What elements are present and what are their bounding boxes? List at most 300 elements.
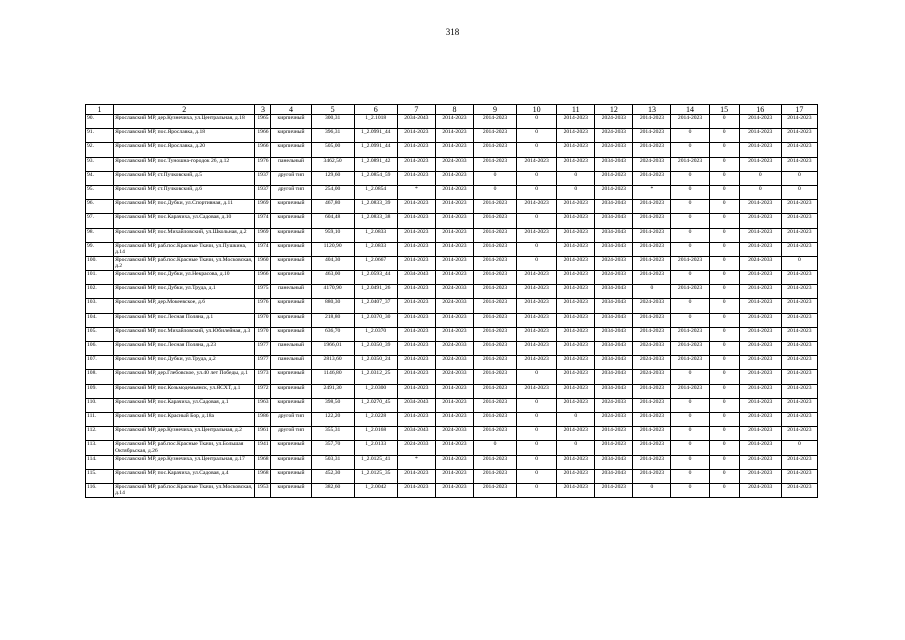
table-cell: кирпичный <box>271 299 311 313</box>
table-cell: 2024-2033 <box>435 427 473 441</box>
table-cell: 2014-2023 <box>595 483 633 497</box>
table-row <box>86 412 818 426</box>
table-cell: 2014-2023 <box>781 214 817 228</box>
table-row <box>86 483 818 497</box>
table-row <box>86 342 818 356</box>
table-cell: 2034-2043 <box>595 327 633 341</box>
table-cell: 95. <box>86 185 114 199</box>
table-cell: 2014-2023 <box>557 157 595 171</box>
table-cell: 2014-2023 <box>557 370 595 384</box>
table-cell: 2014-2023 <box>397 171 435 185</box>
table-row <box>86 214 818 228</box>
table-row <box>86 171 818 185</box>
table-cell: 2014-2023 <box>671 256 709 270</box>
table-cell: 2014-2023 <box>739 214 781 228</box>
table-cell: 2014-2023 <box>633 228 671 242</box>
table-cell: 1_2.0854 <box>354 185 397 199</box>
table-cell: 0 <box>517 214 557 228</box>
table-cell: 1146,80 <box>311 370 354 384</box>
table-cell: кирпичный <box>271 455 311 469</box>
column-header-2: 2 <box>114 105 255 115</box>
table-cell: 2014-2023 <box>633 313 671 327</box>
table-cell: другой тип <box>271 412 311 426</box>
table-cell: 0 <box>709 455 739 469</box>
table-cell: 0 <box>557 185 595 199</box>
table-cell: 97. <box>86 214 114 228</box>
table-cell: 2014-2023 <box>633 427 671 441</box>
table-cell: 2014-2023 <box>781 455 817 469</box>
table-cell: 2014-2023 <box>633 171 671 185</box>
table-cell: Ярославский МР, пос.Козьмодемьянск, ул.ЯСХТ, д.1 <box>114 384 255 398</box>
page-number: 318 <box>445 27 460 37</box>
table-cell: 2014-2023 <box>557 327 595 341</box>
table-cell: 0 <box>709 370 739 384</box>
table-cell: 0 <box>709 398 739 412</box>
table-cell: кирпичный <box>271 200 311 214</box>
table-cell: 2014-2023 <box>739 285 781 299</box>
table-cell: 2024-2033 <box>595 115 633 129</box>
table-cell: 2014-2023 <box>739 143 781 157</box>
table-cell: 1_2.0854_59 <box>354 171 397 185</box>
table-cell: 2034-2043 <box>595 157 633 171</box>
table-cell: 122,20 <box>311 412 354 426</box>
table-cell: 2014-2023 <box>739 427 781 441</box>
table-cell: 1_2.0370 <box>354 327 397 341</box>
table-cell: 2014-2023 <box>435 384 473 398</box>
table-cell: 2014-2023 <box>435 313 473 327</box>
table-row <box>86 256 818 270</box>
table-row <box>86 356 818 370</box>
table-cell: 300,31 <box>311 115 354 129</box>
table-cell: 0 <box>709 313 739 327</box>
table-cell: 1973 <box>255 370 271 384</box>
table-cell: 0 <box>473 171 516 185</box>
table-row <box>86 313 818 327</box>
table-cell: 0 <box>671 200 709 214</box>
table-cell: 2014-2023 <box>739 129 781 143</box>
table-cell: 2014-2023 <box>473 483 516 497</box>
table-cell: Ярославский МР, пос.Михайловский, ул.Школьная, д.2 <box>114 228 255 242</box>
table-cell: 2014-2023 <box>435 256 473 270</box>
table-cell: 2014-2023 <box>397 157 435 171</box>
table-cell: 2014-2023 <box>473 143 516 157</box>
table-cell: 2014-2023 <box>739 398 781 412</box>
table-cell: 92. <box>86 143 114 157</box>
table-cell: 2034-2043 <box>595 356 633 370</box>
table-cell: 99. <box>86 242 114 256</box>
table-cell: 0 <box>517 185 557 199</box>
table-cell: Ярославский МР, пос.Туношна-городок 26, д.12 <box>114 157 255 171</box>
table-cell: 396,31 <box>311 129 354 143</box>
table-cell: 2014-2023 <box>739 469 781 483</box>
column-header-10: 10 <box>517 105 557 115</box>
table-cell: 2014-2023 <box>397 129 435 143</box>
table-cell: панельный <box>271 157 311 171</box>
column-header-13: 13 <box>633 105 671 115</box>
table-cell: другой тип <box>271 171 311 185</box>
table-cell: 2014-2023 <box>397 313 435 327</box>
table-cell: Ярославский МР, раб.пос.Красные Ткачи, ул.Большая Октябрьская, д.26 <box>114 441 255 455</box>
table-cell: 2014-2023 <box>435 129 473 143</box>
table-cell: 0 <box>709 427 739 441</box>
table-cell: 2014-2023 <box>517 271 557 285</box>
table-cell: 0 <box>709 384 739 398</box>
housing-table <box>85 104 818 498</box>
table-cell: 0 <box>781 171 817 185</box>
table-cell: 452,30 <box>311 469 354 483</box>
table-cell: 0 <box>709 256 739 270</box>
table-cell: 2014-2023 <box>517 384 557 398</box>
table-cell: 0 <box>709 129 739 143</box>
table-cell: 2014-2023 <box>473 115 516 129</box>
table-cell: 0 <box>739 185 781 199</box>
column-header-15: 15 <box>709 105 739 115</box>
table-cell: 104. <box>86 313 114 327</box>
table-cell: 2014-2023 <box>473 200 516 214</box>
table-cell: 2014-2023 <box>633 384 671 398</box>
table-cell: 0 <box>709 171 739 185</box>
table-cell: 1966 <box>255 143 271 157</box>
table-cell: 1_2.0125_35 <box>354 469 397 483</box>
table-cell: 2014-2023 <box>739 412 781 426</box>
table-cell: 110. <box>86 398 114 412</box>
table-cell: 2014-2023 <box>435 143 473 157</box>
table-row <box>86 384 818 398</box>
table-cell: 1_2.0350_24 <box>354 356 397 370</box>
table-cell: Ярославский МР, дер.Глебовское, ул.40 лет Победы, д.1 <box>114 370 255 384</box>
table-cell: 2014-2023 <box>781 412 817 426</box>
table-cell: 100. <box>86 256 114 270</box>
table-cell: 0 <box>473 441 516 455</box>
table-cell: 2014-2023 <box>473 398 516 412</box>
table-cell: 2014-2023 <box>435 200 473 214</box>
table-cell: 0 <box>781 256 817 270</box>
table-cell: 103. <box>86 299 114 313</box>
table-cell: 2014-2023 <box>595 185 633 199</box>
table-row <box>86 242 818 256</box>
column-header-12: 12 <box>595 105 633 115</box>
column-header-1: 1 <box>86 105 114 115</box>
table-cell: 0 <box>671 398 709 412</box>
table-cell: Ярославский МР, раб.пос.Красные Ткачи, ул.Московская, д.14 <box>114 483 255 497</box>
table-cell: 2014-2023 <box>557 483 595 497</box>
table-cell: 2014-2023 <box>435 469 473 483</box>
table-cell: 1_2.0833_39 <box>354 200 397 214</box>
table-cell: кирпичный <box>271 256 311 270</box>
table-cell: 2014-2023 <box>557 256 595 270</box>
table-cell: 2034-2043 <box>595 313 633 327</box>
table-cell: 1937 <box>255 171 271 185</box>
table-cell: 2014-2023 <box>435 455 473 469</box>
table-cell: 1_2.0833_38 <box>354 214 397 228</box>
table-cell: 1969 <box>255 200 271 214</box>
table-cell: 0 <box>671 370 709 384</box>
table-cell: 2014-2023 <box>781 327 817 341</box>
table-cell: 1976 <box>255 299 271 313</box>
column-header-5: 5 <box>311 105 354 115</box>
column-header-16: 16 <box>739 105 781 115</box>
table-cell: Ярославский МР, пос.Ярославка, д.20 <box>114 143 255 157</box>
table-cell: 1_2.0125_41 <box>354 455 397 469</box>
table-cell: 2034-2043 <box>397 115 435 129</box>
table-cell: 2014-2023 <box>435 228 473 242</box>
table-cell: 2014-2023 <box>473 370 516 384</box>
table-cell: 2014-2023 <box>671 342 709 356</box>
table-cell: 1977 <box>255 356 271 370</box>
table-cell: 2014-2023 <box>473 157 516 171</box>
table-cell: 0 <box>517 441 557 455</box>
table-cell: 2014-2023 <box>781 200 817 214</box>
table-cell: 0 <box>709 271 739 285</box>
table-cell: 2014-2023 <box>671 157 709 171</box>
table-cell: 1_2.0042 <box>354 483 397 497</box>
table-cell: Ярославский МР, пос.Ярославка, д.18 <box>114 129 255 143</box>
table-cell: 2014-2023 <box>781 469 817 483</box>
table-cell: 2014-2023 <box>557 398 595 412</box>
table-cell: 0 <box>709 157 739 171</box>
table-row <box>86 469 818 483</box>
table-cell: 0 <box>709 327 739 341</box>
table-cell: Ярославский МР, раб.пос.Красные Ткачи, ул.Московская, д.2 <box>114 256 255 270</box>
table-cell: 2014-2023 <box>595 171 633 185</box>
column-header-3: 3 <box>255 105 271 115</box>
table-cell: 2014-2023 <box>517 285 557 299</box>
table-cell: 1975 <box>255 285 271 299</box>
table-cell: 98. <box>86 228 114 242</box>
table-cell: 2014-2023 <box>473 356 516 370</box>
table-cell: 2014-2023 <box>557 242 595 256</box>
table-cell: 2024-2033 <box>633 342 671 356</box>
table-cell: 1969 <box>255 228 271 242</box>
table-cell: 2014-2023 <box>397 285 435 299</box>
table-cell: панельный <box>271 342 311 356</box>
table-cell: 2014-2023 <box>397 214 435 228</box>
table-cell: 2014-2023 <box>557 271 595 285</box>
table-cell: 2034-2043 <box>595 285 633 299</box>
table-cell: 114. <box>86 455 114 469</box>
table-cell: 0 <box>557 441 595 455</box>
table-row <box>86 157 818 171</box>
table-cell: 0 <box>671 313 709 327</box>
table-cell: 111. <box>86 412 114 426</box>
table-cell: 0 <box>517 242 557 256</box>
table-cell: 0 <box>709 483 739 497</box>
table-cell: 3462,50 <box>311 157 354 171</box>
table-cell: Ярославский МР, пос.Михайловский, ул.Юбилейная, д.3 <box>114 327 255 341</box>
table-cell: 2014-2023 <box>397 200 435 214</box>
table-header-row <box>86 105 818 115</box>
table-cell: 0 <box>671 185 709 199</box>
table-cell: 0 <box>671 469 709 483</box>
table-cell: Ярославский МР, дер.Кузнечиха, ул.Центральная, д.18 <box>114 115 255 129</box>
table-row <box>86 285 818 299</box>
table-cell: 2014-2023 <box>781 299 817 313</box>
table-cell: кирпичный <box>271 228 311 242</box>
table-cell: 2014-2023 <box>633 143 671 157</box>
housing-table-container <box>85 104 818 498</box>
table-body <box>86 115 818 498</box>
table-cell: Ярославский МР, дер.Кузнечиха, ул.Центральная, д.17 <box>114 455 255 469</box>
table-cell: 1937 <box>255 185 271 199</box>
table-cell: 1941 <box>255 441 271 455</box>
table-cell: 2014-2023 <box>739 441 781 455</box>
table-cell: 96. <box>86 200 114 214</box>
table-cell: 2024-2033 <box>739 483 781 497</box>
table-cell: 1_2.0833 <box>354 228 397 242</box>
table-cell: 2014-2023 <box>397 412 435 426</box>
table-cell: 0 <box>709 412 739 426</box>
table-cell: Ярославский МР, дер.Кузнечиха, ул.Центральная, д.2 <box>114 427 255 441</box>
table-cell: Ярославский МР, пос.Лесная Поляна, д.23 <box>114 342 255 356</box>
table-cell: 2014-2023 <box>557 143 595 157</box>
table-cell: панельный <box>271 285 311 299</box>
table-cell: 2034-2043 <box>595 469 633 483</box>
table-cell: 1970 <box>255 313 271 327</box>
table-cell: 2014-2023 <box>517 200 557 214</box>
table-cell: 105. <box>86 327 114 341</box>
table-cell: 2014-2023 <box>781 242 817 256</box>
table-cell: 2014-2023 <box>557 469 595 483</box>
table-cell: 2014-2023 <box>473 228 516 242</box>
table-cell: 2014-2023 <box>397 469 435 483</box>
table-cell: 2034-2043 <box>595 342 633 356</box>
table-cell: 0 <box>709 214 739 228</box>
table-cell: 0 <box>517 171 557 185</box>
table-cell: 2014-2023 <box>739 200 781 214</box>
table-cell: 2014-2023 <box>739 157 781 171</box>
table-cell: 2014-2023 <box>473 469 516 483</box>
table-cell: 2014-2023 <box>517 342 557 356</box>
table-cell: 1965 <box>255 115 271 129</box>
table-cell: кирпичный <box>271 441 311 455</box>
table-cell: 1_2.0593_44 <box>354 271 397 285</box>
table-cell: 2014-2023 <box>781 370 817 384</box>
table-cell: 503,31 <box>311 455 354 469</box>
table-cell: 109. <box>86 384 114 398</box>
table-cell: 254,00 <box>311 185 354 199</box>
table-cell: 2014-2023 <box>397 256 435 270</box>
column-header-7: 7 <box>397 105 435 115</box>
table-cell: 1974 <box>255 242 271 256</box>
table-cell: 0 <box>517 483 557 497</box>
table-cell: 2014-2023 <box>671 384 709 398</box>
table-cell: 2014-2023 <box>397 356 435 370</box>
table-cell: 2014-2023 <box>633 200 671 214</box>
table-cell: 2014-2023 <box>739 327 781 341</box>
table-cell: 959,10 <box>311 228 354 242</box>
table-row <box>86 398 818 412</box>
table-cell: 2014-2023 <box>671 285 709 299</box>
table-cell: 2014-2023 <box>473 242 516 256</box>
table-cell: 2014-2023 <box>739 370 781 384</box>
table-cell: 0 <box>709 441 739 455</box>
table-cell: 2014-2023 <box>595 427 633 441</box>
table-cell: 2014-2023 <box>397 483 435 497</box>
table-cell: 1953 <box>255 483 271 497</box>
table-cell: 2024-2033 <box>595 412 633 426</box>
table-cell: 0 <box>781 441 817 455</box>
table-cell: 0 <box>671 171 709 185</box>
table-cell: 2014-2023 <box>517 299 557 313</box>
table-cell: 1_2.0228 <box>354 412 397 426</box>
table-cell: * <box>633 185 671 199</box>
table-cell: 2034-2043 <box>595 455 633 469</box>
table-row <box>86 115 818 129</box>
table-row <box>86 271 818 285</box>
table-cell: 2014-2023 <box>435 483 473 497</box>
table-cell: 1_2.1018 <box>354 115 397 129</box>
table-cell: 1_2.0991_44 <box>354 129 397 143</box>
table-cell: 0 <box>781 185 817 199</box>
table-cell: 2014-2023 <box>473 427 516 441</box>
table-cell: кирпичный <box>271 398 311 412</box>
table-cell: Ярославский МР, пос.Карачиха, ул.Садовая, д.4 <box>114 469 255 483</box>
table-cell: 0 <box>517 256 557 270</box>
table-cell: 2014-2023 <box>633 469 671 483</box>
table-row <box>86 427 818 441</box>
table-cell: 2014-2023 <box>557 356 595 370</box>
table-cell: 1963 <box>255 398 271 412</box>
table-row <box>86 143 818 157</box>
table-cell: 0 <box>473 185 516 199</box>
table-cell: 0 <box>709 228 739 242</box>
table-cell: 2014-2023 <box>633 455 671 469</box>
table-cell: 2014-2023 <box>517 228 557 242</box>
table-cell: 467,80 <box>311 200 354 214</box>
table-cell: 0 <box>709 185 739 199</box>
table-cell: 2014-2023 <box>473 256 516 270</box>
table-cell: 0 <box>671 455 709 469</box>
table-cell: 0 <box>709 285 739 299</box>
table-cell: 91. <box>86 129 114 143</box>
table-cell: 113. <box>86 441 114 455</box>
table-cell: 2014-2023 <box>473 214 516 228</box>
table-cell: 1968 <box>255 469 271 483</box>
table-row <box>86 185 818 199</box>
table-cell: 0 <box>709 143 739 157</box>
table-cell: 112. <box>86 427 114 441</box>
table-cell: 2014-2023 <box>397 299 435 313</box>
table-cell: 2014-2023 <box>435 214 473 228</box>
table-cell: 2034-2043 <box>397 427 435 441</box>
table-cell: 0 <box>671 441 709 455</box>
table-cell: 2014-2023 <box>739 228 781 242</box>
table-cell: Ярославский МР, пос.Дубки, ул.Труда, д.2 <box>114 356 255 370</box>
table-cell: 2014-2023 <box>473 384 516 398</box>
table-cell: 0 <box>671 483 709 497</box>
table-cell: 382,60 <box>311 483 354 497</box>
table-cell: 2024-2033 <box>435 342 473 356</box>
table-cell: 0 <box>517 427 557 441</box>
table-cell: 355,31 <box>311 427 354 441</box>
table-cell: кирпичный <box>271 370 311 384</box>
table-cell: 1120,90 <box>311 242 354 256</box>
table-cell: 2024-2033 <box>595 129 633 143</box>
table-cell: 0 <box>671 129 709 143</box>
table-cell: Ярославский МР, пос.Дубки, ул.Некрасова, д.10 <box>114 271 255 285</box>
table-cell: 2014-2023 <box>633 327 671 341</box>
table-cell: 2014-2023 <box>633 398 671 412</box>
table-cell: Ярославский МР, пос.Лесная Поляна, д.1 <box>114 313 255 327</box>
table-cell: 2024-2033 <box>435 356 473 370</box>
table-cell: 0 <box>517 129 557 143</box>
table-cell: 2014-2023 <box>781 285 817 299</box>
table-cell: кирпичный <box>271 384 311 398</box>
table-cell: 2014-2023 <box>435 185 473 199</box>
table-cell: 2014-2023 <box>557 427 595 441</box>
table-cell: 2014-2023 <box>557 455 595 469</box>
table-cell: 2813,60 <box>311 356 354 370</box>
